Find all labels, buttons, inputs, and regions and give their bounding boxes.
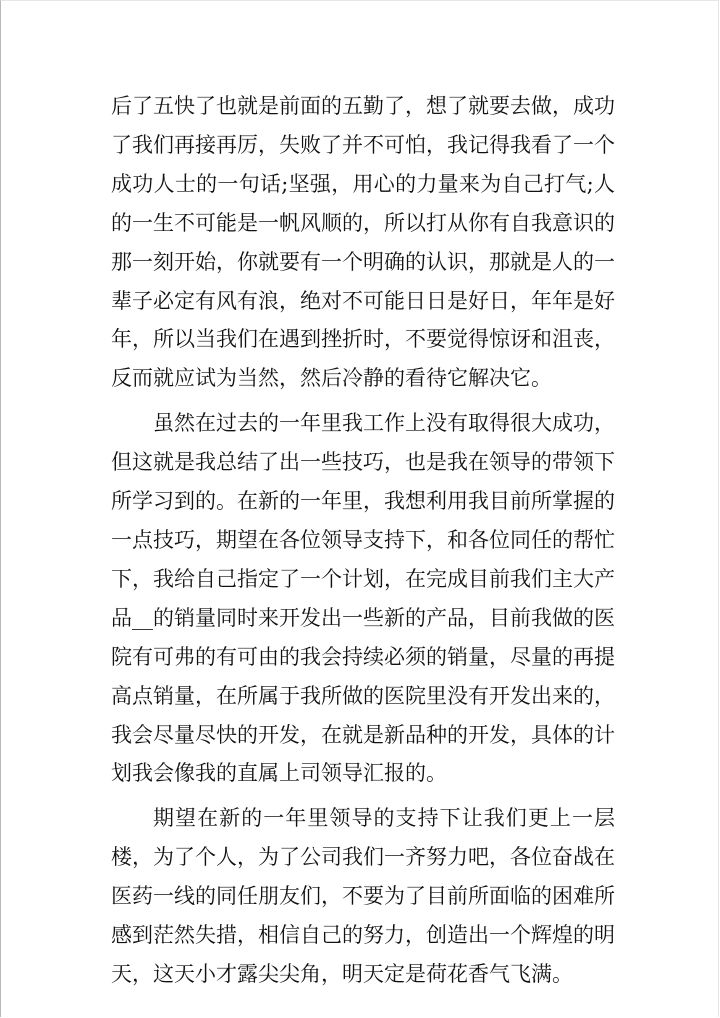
paragraph-3: 期望在新的一年里领导的支持下让我们更上一层楼，为了个人，为了公司我们一齐努力吧，各位奋战在医药一线的同任朋友们，不要为了目前所面临的困难所感到茫然失措，相信自己的努力，创造出一个辉煌的明天，这天小才露尖尖角，明天定是荷花香气飞满。 xyxy=(111,806,615,986)
paragraph-1: 后了五快了也就是前面的五勤了，想了就要去做，成功了我们再接再厉，失败了并不可怕，我记得我看了一个成功人士的一句话;坚强，用心的力量来为自己打气;人的一生不可能是一帆风顺的，所以打从你有自我意识的那一刻开始，你就要有一个明确的认识，那就是人的一辈子必定有风有浪，绝对不可能日日是好日，年年是好年，所以当我们在遇到挫折时，不要觉得惊讶和沮丧，反而就应试为当然，然后冷静的看待它解决它。 xyxy=(111,94,615,391)
paragraph-2: 虽然在过去的一年里我工作上没有取得很大成功，但这就是我总结了出一些技巧，也是我在领导的带领下所学习到的。在新的一年里，我想利用我目前所掌握的一点技巧，期望在各位领导支持下，和各位同任的帮忙下，我给自己指定了一个计划，在完成目前我们主大产品__的销量同时来开发出一些新的产品，目前我做的医院有可弗的有可由的我会持续必须的销量，尽量的再提高点销量，在所属于我所做的医院里没有开发出来的，我会尽量尽快的开发，在就是新品种的开发，具体的计划我会像我的直属上司领导汇报的。 xyxy=(111,411,615,786)
document-body xyxy=(111,87,615,994)
